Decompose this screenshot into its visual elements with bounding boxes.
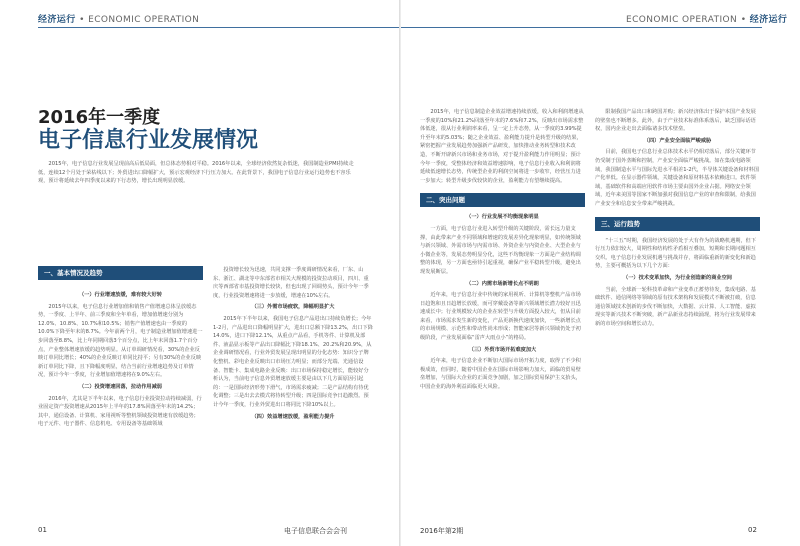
article-title-line1: 2016年一季度 (38, 107, 161, 128)
section-label-en: ECONOMIC OPERATION (88, 15, 200, 25)
body-paragraph: “十三五”时期，我国经济发展的处于大有作为的战略机遇期，但下行压力依旧较大，周期性和结构性矛盾相互叠加，短期和长期问题相互交织。电子信息行业发展机遇与挑战并存，将面临重新的新变化和新趋势，主要可概括为以下几个方面： (595, 237, 757, 270)
body-paragraph: 近年来，电子信息企业不断加大国际市场开拓力度，取得了不少积极成效，但同时，随着中国企业在国际市场影响力加大，面临的贸易壁垒增加，与国际大企业的正面竞争加剧，加之国际贸易保护主义抬头，中国企业的海外利益面临更大风险。 (420, 358, 581, 391)
intro-text: 2015年，电子信息行业发展呈现前高后低局面，但总体态势相对平稳。2016年以来，全球经济依然复杂低迷，我国制造业PMI持续走低，连续12个月处于荣枯线以下；外贸进出口降幅扩大，预示宏观经济下行压力加大。在此背景下，我国电子信息行业运行趋势也不容乐观，预计将延续去年四季度以来的下行态势，增长出现明显放缓。 (38, 161, 354, 185)
body-paragraph: 2015年以来，电子信息行业增加值和销售产值增速总体呈放缓态势，一季度、上半年、前三季度和全年单看，增加值增速分别为12.0%、10.8%、10.7%和10.5%；销售产值增速也由一季度的10.0%下降至年末的8.7%。今年前两个月，电子制造业增加值增速进一步回落至8.8%，比上年同期回落3个百分点，比上年末回落1.7个百分点，产业整体增速放缓的趋势明显。从订单调研情况看，30%的企业反映订单同比增长；40%的企业反映订单同比持平；另有30%的企业反映新订单同比下降，且下降幅度明显，结合当前行业增速趋势及订单情况，预计今年一季度，行业增加值增速将在9.0%左右。 (38, 303, 203, 379)
subheading: （二）投资增速回落，拉动作用减弱 (78, 383, 162, 390)
intro-paragraph (38, 160, 360, 220)
right-page-number: 02 (748, 526, 757, 534)
section-bar-1: 一、基本情况及趋势 (38, 266, 203, 280)
left-header: 经济运行 • ECONOMIC OPERATION (38, 15, 200, 25)
subheading: （三）外需市场疲软，降幅明显扩大 (251, 304, 335, 311)
subheading: （三）外贸市场开拓难度加大 (468, 346, 537, 353)
body-paragraph: 一方面，电子信息行业进入转型升级的关键阶段，需长远力量支撑，由此带来产业不同领域和增速的发展差异化现象明显，如传统领域与新兴领域、外需市场与内需市场、外资企业与内资企业、大型企业与小微企业等，发展态势明显分化，这些不均衡现象一方面是产业结构调整的体现，另一方面也亟待引起重视，确保产业平稳转型升级，避免出现发展断层。 (420, 225, 581, 275)
section-label-cn: 经济运行 (749, 15, 788, 25)
subheading: （四）产业安全面临严峻威胁 (643, 137, 712, 144)
body-paragraph: 当前，全球新一轮科技革命和产业变革正蓄势待发，集成电路、基础软件、通信网络等领域的原有技术架构和发展模式不断被打破，信息通信领域技术创新的步伐不断加快，大数据、云计算、人工智能、虚拟现实等新兴技术不断突破，新产品新业态持续涌现，将为行业发展带来新的市场空间和增长动力。 (595, 286, 756, 327)
body-paragraph: 2015年，电子信息制造企业效益增速持续放缓，收入和利润增速从一季度的10%和21.2%回落至年末的7.6%和7.2%，反映出市场需求整体低迷，很从行业利润率来看，呈一定上升态势，从一季度的3.99%提升至年末的5.03%；随之企业效益、盈利能力提升是转型升级的结果，紧密把握产业发展趋势加强新产品研发，加快推动业务转型和技术改造，不断开辟新兴市场和业务市场，对于提升盈利能力作用明显；预计今年一季度，受整体经济和效益增速影响，电子信息行业收入和利润将延续低速增长态势，传统型企业的利润空间将进一步收窄，经营压力进一步加大；转型升级步伐较快的企业，盈利能力有望继续提高。 (420, 109, 584, 184)
header-rule (400, 27, 762, 28)
section-label-cn: 经济运行 (38, 15, 76, 25)
left-page-number: 01 (38, 526, 47, 534)
body-paragraph: 2015年下半年以来，我国电子信息产品进出口持续负增长；今年1-2月，产品进出口降幅明显扩大，进出口总额下降13.2%，出口下降14.0%，进口下降12.1%，从重点产品看，手机等件、计算机及部件、液晶显示板等产品出口降幅比下降18.1%、20.2%和20.9%，从企业调研情况看，行业外贸发展呈现出明显的分化态势：知识分子牌化整机、彩电企业反映出口市场压力明显；而部分光端、光通信设备、智能卡、集成电路企业反映：出口市场保持稳定增长，能较好分析认为，当前电子信息外贸增速放缓主要是由以下几方面原因引起的：一是国际经济形势下滑气，市场需求疲减；二是产品结构有待优化调整；三是出去去模式将待转型升级；四是国际竞争日趋激烈。预计今年一季度，行业外贸进出口将同比下降10%以上。 (213, 315, 373, 408)
publication-name: 电子信息联合会会刊 (284, 527, 347, 535)
article-title-line2: 电子信息行业发展情况 (38, 128, 259, 153)
left-column-1 (38, 288, 203, 516)
subheading: （一）行业增速放缓，难有较大好转 (78, 292, 162, 298)
left-column-2 (213, 266, 373, 516)
subheading: （一）行业发展不均衡现象明显 (466, 214, 539, 221)
body-paragraph: 2016年，尤其是下半年以来，电子信息行业投资拉动持续减弱，行业固定资产投资增速从2015年上半年的17.8%回落至年末的14.2%；其中，通信设备、计算机、家用视听等整机领域投资增速有放缓趋势；电子元件、电子器件、信息机电、专用设备等基础领域 (38, 395, 202, 428)
right-page (400, 0, 800, 546)
body-paragraph: 目前，我国电子信息行业总体技术水平仍相对落后，部分关键环节仍受制于国外垄断和控制，产业安全面临严峻挑战。如在集成电路领域，我国制造水平与国际先进水平相差1-2代，半导体关键设备和材料国产化率低。在显示器件领域，关键设备和原材料基本依赖进口。软件领域，基础软件和高端应用软件市场主要由国外企业占据。网络安全领域，近年来美国等国家不断加强对我国信息产业的审查和限制，给我国产业安全和信息安全带来严峻挑战。 (595, 149, 760, 207)
section-bar-2: 二、突出问题 (420, 193, 585, 207)
right-column-2 (595, 108, 760, 516)
subheading: （四）效益增速放缓，盈利能力提升 (251, 413, 335, 420)
subheading: （二）内需市场新增长点不明朗 (466, 280, 539, 287)
issue-number: 2016年第2期 (420, 527, 464, 535)
body-paragraph: 投资增长较为迅速，共同支撑一季度调研情况来看，厂东、山东、浙江、湖北等中东部省市相关大规模的投资拉动项目，四川、重庆等西部省市基投资增长较快，但也出现了回调势头，预计今年一季度，行业投资增速将进一步放缓，增速在10%左右。 (213, 267, 369, 299)
right-column-1 (420, 108, 585, 516)
body-paragraph: 限制我国产品出口和跨国并购；新兴经济体出于保护本国产业发展的壁垒也不断增多。此外，由于产业技术标准体系落后，缺乏国际话语权，国内企业走出去面临诸多技术壁垒。 (595, 109, 756, 133)
section-bar-3: 三、运行趋势 (595, 217, 760, 231)
header-rule (38, 27, 400, 28)
book-spine (399, 0, 401, 546)
right-header: ECONOMIC OPERATION • 经济运行 (626, 15, 788, 25)
section-label-en: ECONOMIC OPERATION (626, 15, 738, 25)
body-paragraph: 近年来，电子信息行业中传统的家用视听、计算机等整机产品市场日趋饱和且日趋增长放缓，而可穿戴设备等新兴领域增长潜力较好且迅速成长中；行业规模较大的企业在转型与升级方面投入较大，但从目前来看，市场需求发生新的变化，产品更新换代速度加快，一些新增长点的市场规模、示范性和带动性尚未形成；智能家居等新兴领域仍处于初级阶段，产业发展面临“雷声大雨点小”的格局。 (420, 292, 581, 342)
subheading: （一）技术变革加快，为行业创造新的商业空间 (623, 274, 732, 281)
